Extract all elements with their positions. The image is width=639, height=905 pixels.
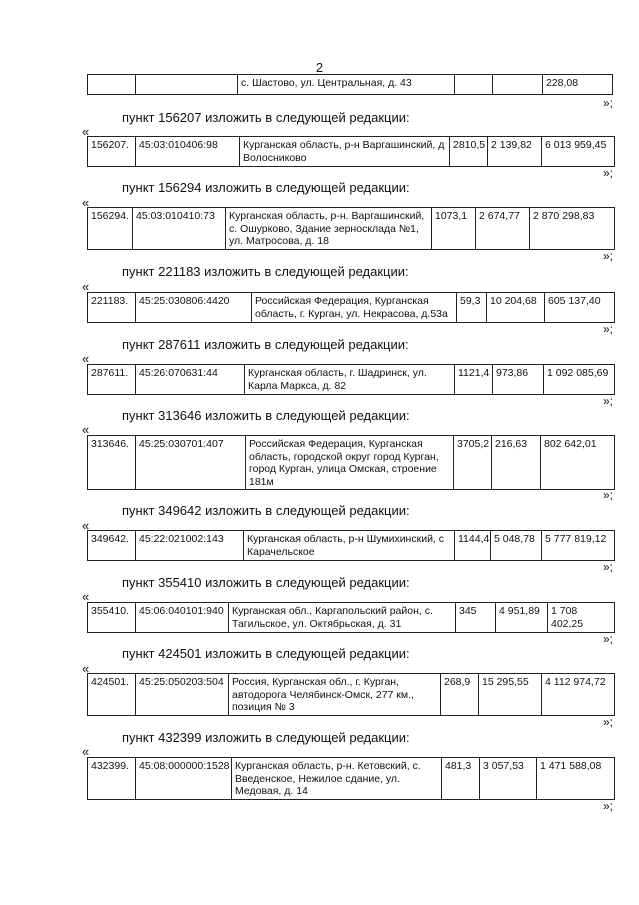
cadastral-cell: 45:25:030806:4420 xyxy=(136,293,252,323)
address-cell: Россия, Курганская обл., г. Курган, автодорога Челябинск-Омск, 277 км., позиция № 3 xyxy=(229,674,441,716)
value-cell: 10 204,68 xyxy=(487,293,545,323)
entry-heading: пункт 221183 изложить в следующей редакции: xyxy=(122,264,409,279)
area-cell: 1144,4 xyxy=(455,531,491,561)
number-cell: 313646. xyxy=(88,436,136,490)
closing-quote: »; xyxy=(603,322,614,336)
cadastral-cell: 45:25:030701:407 xyxy=(136,436,246,490)
opening-quote: « xyxy=(82,279,90,294)
closing-quote: »; xyxy=(603,632,614,646)
total-cell: 1 708 402,25 xyxy=(548,603,615,633)
table-row xyxy=(87,602,615,633)
number-cell: 221183. xyxy=(88,293,136,323)
total-cell: 5 777 819,12 xyxy=(542,531,615,561)
table-row xyxy=(87,207,615,250)
closing-quote: »; xyxy=(603,560,614,574)
entry-heading: пункт 355410 изложить в следующей редакции: xyxy=(122,575,410,590)
table-row xyxy=(87,74,613,95)
total-cell: 4 112 974,72 xyxy=(542,674,615,716)
opening-quote: « xyxy=(82,661,90,676)
value-cell: 4 951,89 xyxy=(496,603,548,633)
total-cell: 1 471 588,08 xyxy=(537,758,615,800)
opening-quote: « xyxy=(82,124,90,139)
entry-heading: пункт 313646 изложить в следующей редакции: xyxy=(122,408,410,423)
entry-heading: пункт 287611 изложить в следующей редакции: xyxy=(122,337,409,352)
address-cell: Курганская область, г. Шадринск, ул. Карла Маркса, д. 82 xyxy=(245,365,455,395)
value-cell: 216,63 xyxy=(492,436,541,490)
entry-heading: пункт 432399 изложить в следующей редакции: xyxy=(122,730,410,745)
cadastral-cell: 45:08:000000:1528 xyxy=(136,758,232,800)
total-cell: 605 137,40 xyxy=(545,293,615,323)
number-cell: 156207. xyxy=(88,137,136,167)
cadastral-cell: 45:26:070631:44 xyxy=(136,365,245,395)
address-cell: Российская Федерация, Курганская область, городской округ город Курган, город Курган, улица Омская, строение 181м xyxy=(246,436,454,490)
area-cell: 1121,4 xyxy=(455,365,493,395)
table-row xyxy=(87,530,615,561)
closing-quote: »; xyxy=(603,394,614,408)
cadastral-cell: 45:06:040101:940 xyxy=(136,603,229,633)
address-cell: Курганская обл., Каргапольский район, с. Тагильское, ул. Октябрьская, д. 31 xyxy=(229,603,456,633)
table-row xyxy=(87,673,615,716)
number-cell: 287611. xyxy=(88,365,136,395)
closing-quote: »; xyxy=(603,799,614,813)
area-cell: 2810,5 xyxy=(450,137,488,167)
cadastral-cell xyxy=(136,75,238,95)
address-cell: Курганская область, р-н Шумихинский, с Карачельское xyxy=(244,531,455,561)
closing-quote: »; xyxy=(603,166,614,180)
area-cell: 59,3 xyxy=(457,293,487,323)
area-cell: 481,3 xyxy=(442,758,480,800)
page-number: 2 xyxy=(315,60,324,75)
table-row xyxy=(87,136,615,167)
entry-heading: пункт 156294 изложить в следующей редакции: xyxy=(122,180,410,195)
number-cell: 349642. xyxy=(88,531,136,561)
closing-quote: »; xyxy=(603,715,614,729)
total-cell: 1 092 085,69 xyxy=(544,365,615,395)
table-row xyxy=(87,435,615,490)
total-cell: 802 642,01 xyxy=(541,436,615,490)
value-cell: 3 057,53 xyxy=(480,758,537,800)
value-cell: 973,86 xyxy=(493,365,544,395)
number-cell: 156294. xyxy=(88,208,133,250)
number-cell: 432399. xyxy=(88,758,136,800)
table-row xyxy=(87,292,615,323)
total-cell: 228,08 xyxy=(543,75,613,95)
number-cell: 355410. xyxy=(88,603,136,633)
address-cell: Российская Федерация, Курганская область, г. Курган, ул. Некрасова, д.53а xyxy=(252,293,457,323)
address-cell: Курганская область, р-н. Кетовский, с. Введенское, Нежилое сдание, ул. Медовая, д. 14 xyxy=(232,758,442,800)
entry-heading: пункт 156207 изложить в следующей редакции: xyxy=(122,110,410,125)
closing-quote: »; xyxy=(603,96,614,110)
area-cell xyxy=(455,75,493,95)
total-cell: 6 013 959,45 xyxy=(542,137,615,167)
closing-quote: »; xyxy=(603,488,614,502)
entry-heading: пункт 424501 изложить в следующей редакции: xyxy=(122,646,410,661)
value-cell: 2 139,82 xyxy=(488,137,542,167)
cadastral-cell: 45:03:010406:98 xyxy=(136,137,240,167)
opening-quote: « xyxy=(82,351,90,366)
entry-heading: пункт 349642 изложить в следующей редакции: xyxy=(122,503,410,518)
area-cell: 345 xyxy=(456,603,496,633)
table-row xyxy=(87,364,615,395)
value-cell: 5 048,78 xyxy=(491,531,542,561)
opening-quote: « xyxy=(82,744,90,759)
opening-quote: « xyxy=(82,518,90,533)
address-cell: Курганская область, р-н. Варгашинский, с. Ошурково, Здание зерносклада №1, ул. Матросова, д. 18 xyxy=(226,208,432,250)
cadastral-cell: 45:22:021002:143 xyxy=(136,531,244,561)
area-cell: 268,9 xyxy=(441,674,479,716)
address-cell: Курганская область, р-н Варгашинский, д Волосниково xyxy=(240,137,450,167)
value-cell: 2 674,77 xyxy=(476,208,530,250)
area-cell: 3705,2 xyxy=(454,436,492,490)
total-cell: 2 870 298,83 xyxy=(530,208,615,250)
table-row xyxy=(87,757,615,800)
area-cell: 1073,1 xyxy=(432,208,476,250)
number-cell: 424501. xyxy=(88,674,136,716)
address-cell: с. Шастово, ул. Центральная, д. 43 xyxy=(238,75,455,95)
opening-quote: « xyxy=(82,422,90,437)
cadastral-cell: 45:25:050203:504 xyxy=(136,674,229,716)
value-cell xyxy=(493,75,543,95)
closing-quote: »; xyxy=(603,249,614,263)
opening-quote: « xyxy=(82,589,90,604)
cadastral-cell: 45:03:010410:73 xyxy=(133,208,226,250)
value-cell: 15 295,55 xyxy=(479,674,542,716)
opening-quote: « xyxy=(82,195,90,210)
number-cell xyxy=(88,75,136,95)
